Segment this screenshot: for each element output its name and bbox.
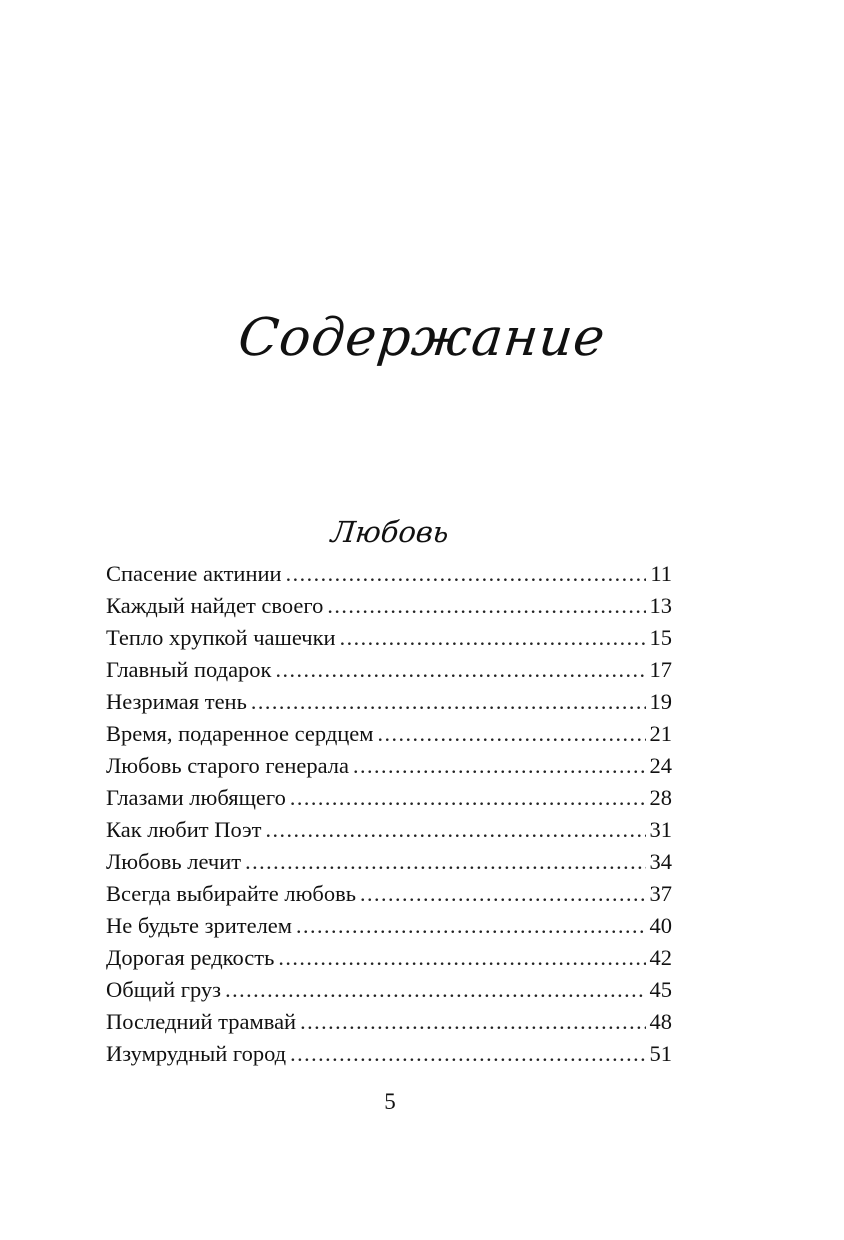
toc-entry-label: Тепло хрупкой чашечки [106,625,336,650]
toc-entry[interactable] [106,878,672,910]
toc-entry[interactable] [106,846,672,878]
toc-leader-dots [251,686,646,718]
toc-entry-page: 21 [649,721,672,746]
toc-entry-page: 11 [650,561,672,586]
toc-entry[interactable] [106,782,672,814]
toc-entry-label: Всегда выбирайте любовь [106,881,356,906]
toc-entry-label: Главный подарок [106,657,272,682]
toc-entry[interactable] [106,974,672,1006]
toc-entry-page: 17 [649,657,672,682]
toc-entry[interactable] [106,1038,672,1070]
toc-entry-label: Незримая тень [106,689,247,714]
page-number: 5 [384,1089,396,1114]
toc-leader-dots [300,1006,645,1038]
toc-entry-label: Как любит Поэт [106,817,262,842]
toc-entry-page: 28 [649,785,672,810]
toc-entry-page: 37 [649,881,672,906]
table-of-contents [106,558,672,1070]
toc-entry[interactable] [106,750,672,782]
toc-entry-page: 31 [649,817,672,842]
toc-leader-dots [278,942,645,974]
toc-entry-label: Дорогая редкость [106,945,275,970]
toc-leader-dots [296,910,645,942]
toc-entry-page: 42 [649,945,672,970]
toc-entry[interactable] [106,686,672,718]
toc-entry[interactable] [106,590,672,622]
toc-entry[interactable] [106,814,672,846]
toc-entry-label: Любовь старого генерала [106,753,349,778]
toc-leader-dots [245,846,645,878]
toc-entry-label: Любовь лечит [106,849,242,874]
toc-entry[interactable] [106,622,672,654]
toc-leader-dots [327,590,645,622]
toc-leader-dots [266,814,646,846]
toc-leader-dots [286,558,647,590]
toc-entry[interactable] [106,910,672,942]
toc-entry[interactable] [106,718,672,750]
toc-leader-dots [360,878,646,910]
toc-leader-dots [340,622,646,654]
toc-leader-dots [378,718,646,750]
toc-entry-page: 40 [649,913,672,938]
toc-leader-dots [290,782,646,814]
toc-entry-label: Глазами любящего [106,785,286,810]
toc-entry[interactable] [106,942,672,974]
section-title: Любовь [329,515,451,549]
toc-entry-label: Последний трамвай [106,1009,297,1034]
toc-entry[interactable] [106,654,672,686]
toc-entry-label: Не будьте зрителем [106,913,293,938]
toc-entry-label: Время, подаренное сердцем [106,721,374,746]
toc-entry-page: 51 [649,1041,672,1066]
toc-entry[interactable] [106,1006,672,1038]
toc-entry-page: 48 [649,1009,672,1034]
toc-entry-label: Спасение актинии [106,561,282,586]
toc-entry-label: Общий груз [106,977,222,1002]
toc-entry-page: 34 [649,849,672,874]
toc-entry-page: 45 [649,977,672,1002]
toc-leader-dots [276,654,646,686]
toc-entry-page: 15 [649,625,672,650]
toc-leader-dots [290,1038,645,1070]
toc-entry-page: 13 [649,593,672,618]
toc-entry-label: Изумрудный город [106,1041,287,1066]
toc-entry[interactable] [106,558,672,590]
page-title: Содержание [235,308,609,368]
toc-entry-label: Каждый найдет своего [106,593,324,618]
toc-leader-dots [353,750,646,782]
toc-entry-page: 24 [649,753,672,778]
toc-leader-dots [225,974,645,1006]
toc-entry-page: 19 [649,689,672,714]
